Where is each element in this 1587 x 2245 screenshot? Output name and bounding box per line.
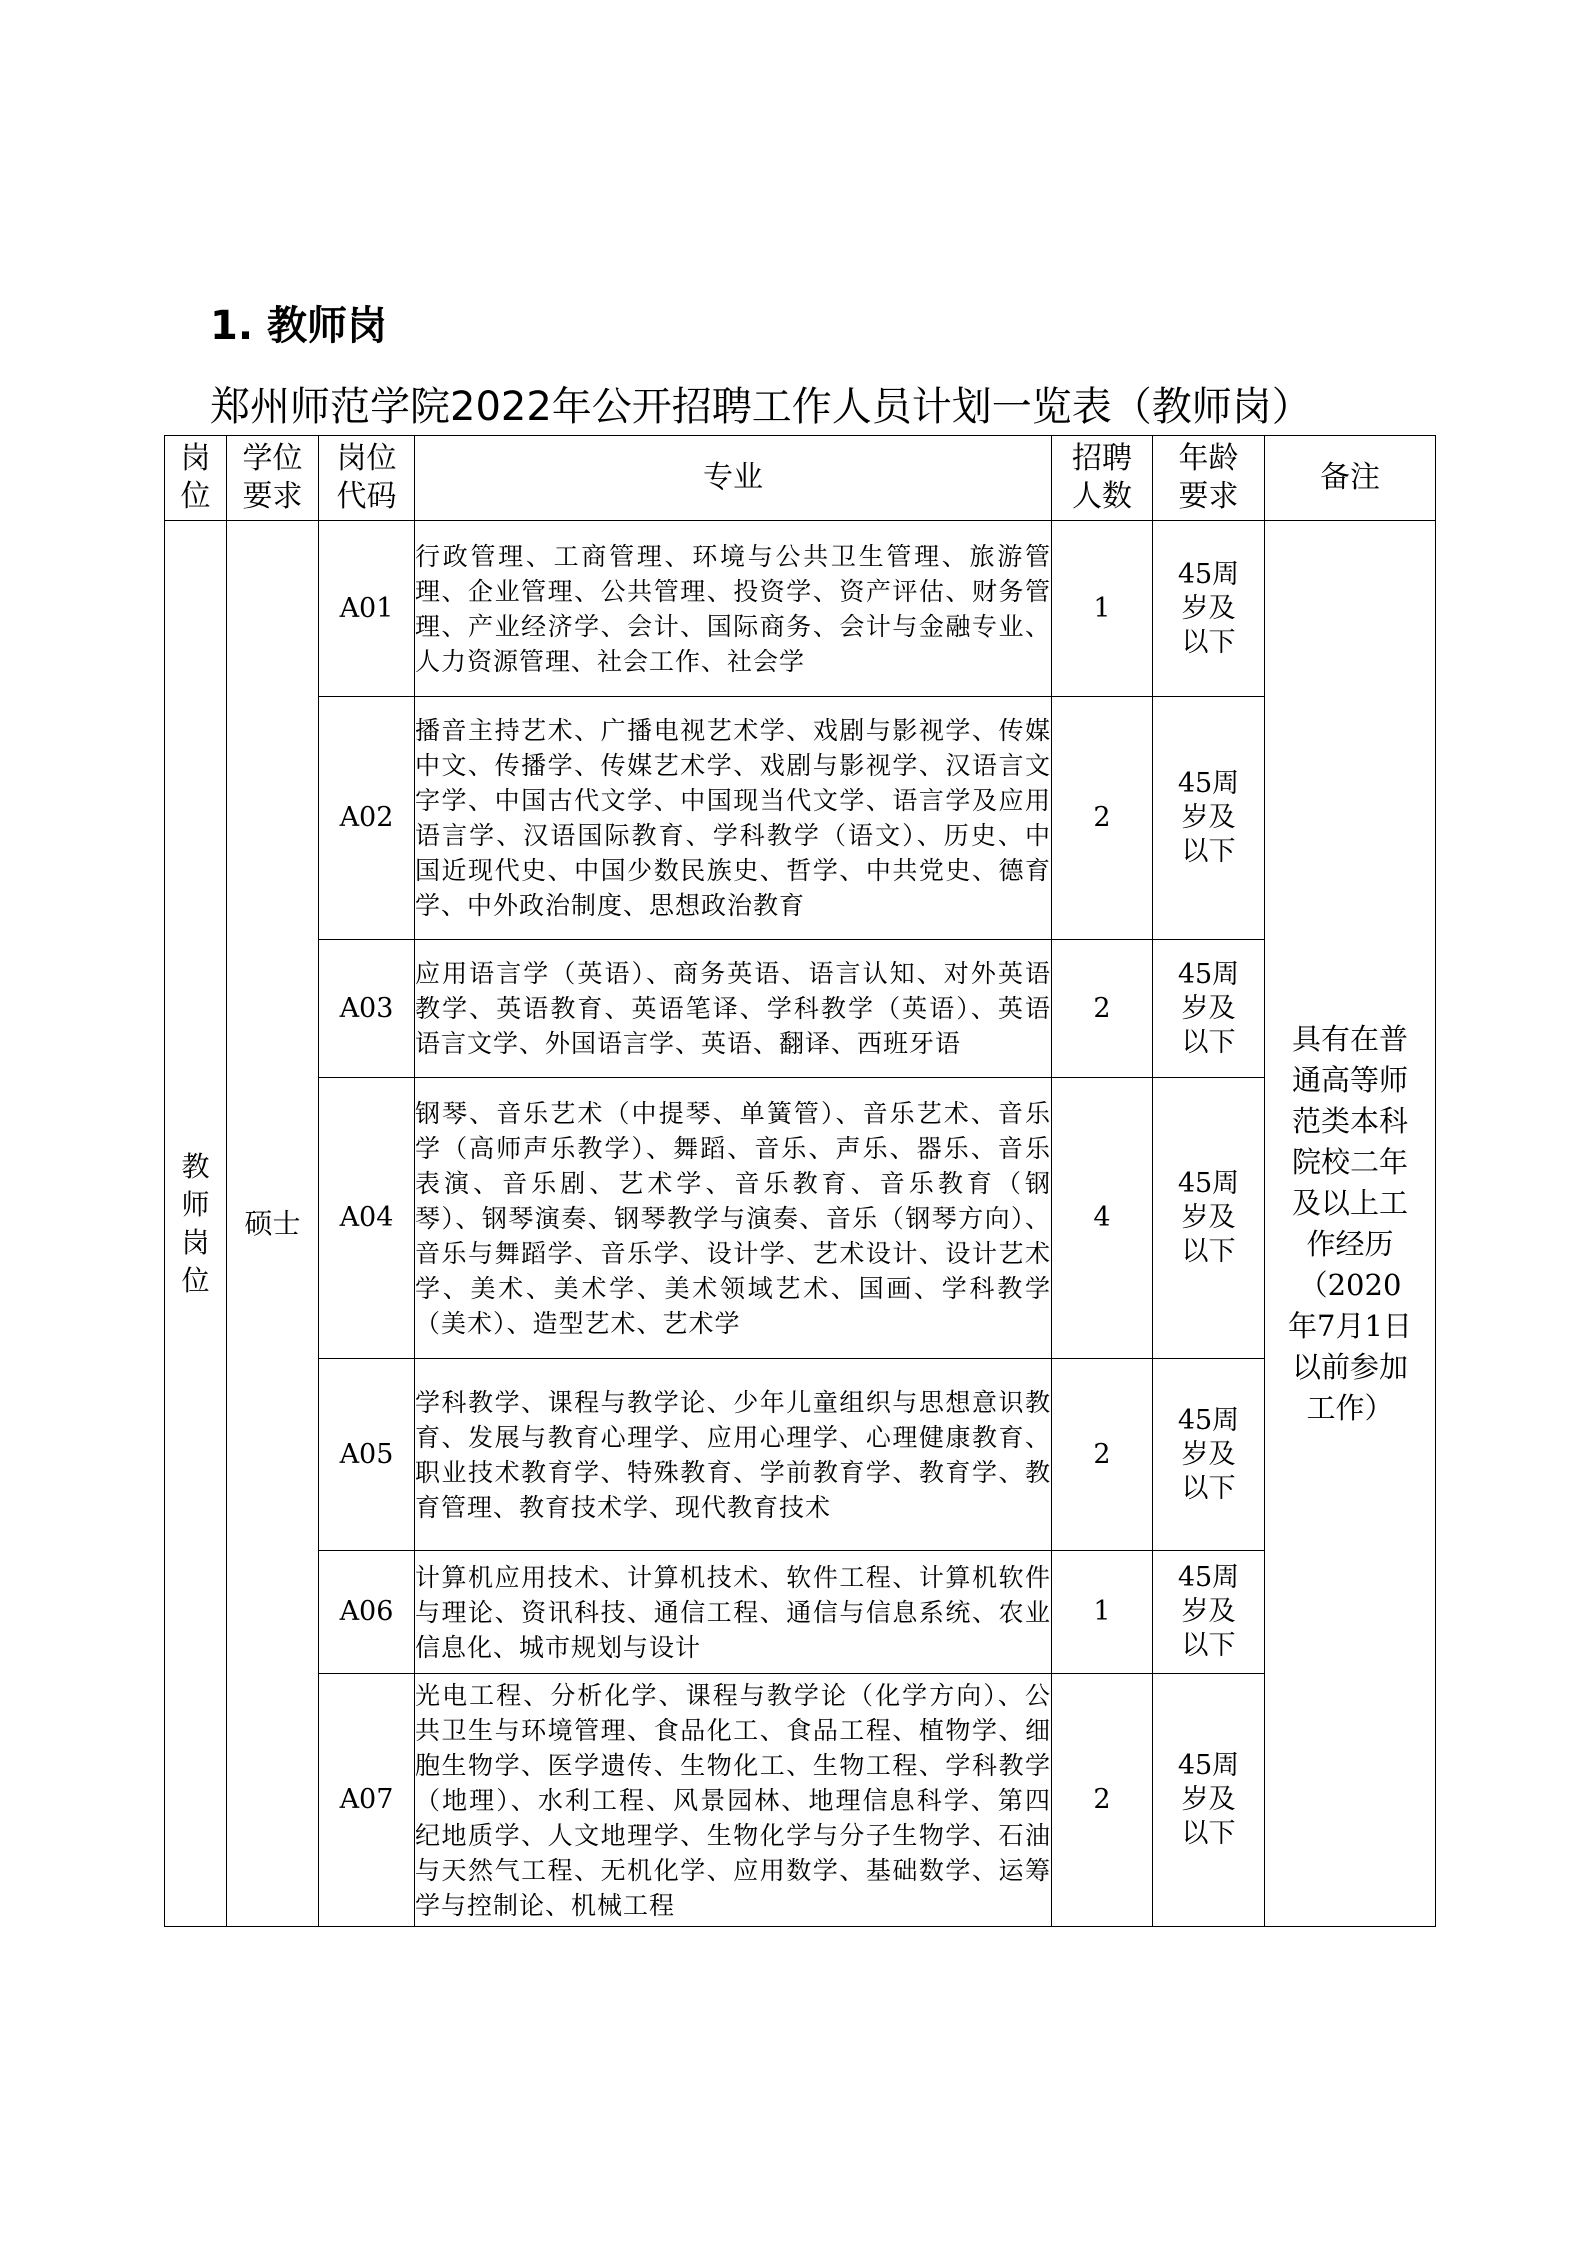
- table-row: [165, 940, 1436, 1078]
- age-cell: [1153, 697, 1265, 940]
- degree-cell: 硕士: [227, 521, 319, 1927]
- age-cell: [1153, 1551, 1265, 1674]
- count-cell: 2: [1052, 1674, 1153, 1927]
- age-value: 45周岁及以下: [1177, 1168, 1240, 1267]
- code-cell: A01: [319, 521, 415, 697]
- recruitment-plan-table: [164, 435, 1436, 1927]
- header-age-label: 年龄要求: [1178, 441, 1239, 514]
- major-cell: 行政管理、工商管理、环境与公共卫生管理、旅游管理、企业管理、公共管理、投资学、资产评估、财务管理、产业经济学、会计、国际商务、会计与金融专业、人力资源管理、社会工作、社会学: [415, 521, 1052, 697]
- table-row: [165, 1551, 1436, 1674]
- major-cell: 钢琴、音乐艺术（中提琴、单簧管）、音乐艺术、音乐学（高师声乐教学）、舞蹈、音乐、声乐、器乐、音乐表演、音乐剧、艺术学、音乐教育、音乐教育（钢琴）、钢琴演奏、钢琴教学与演奏、音乐（钢琴方向）、音乐与舞蹈学、音乐学、设计学、艺术设计、设计艺术学、美术、美术学、美术领域艺术、国画、学科教学（美术）、造型艺术、艺术学: [415, 1078, 1052, 1359]
- post-type-cell: [165, 521, 227, 1927]
- count-cell: 2: [1052, 1359, 1153, 1551]
- major-cell: 光电工程、分析化学、课程与教学论（化学方向）、公共卫生与环境管理、食品化工、食品工程、植物学、细胞生物学、医学遗传、生物化工、生物工程、学科教学（地理）、水利工程、风景园林、地理信息科学、第四纪地质学、人文地理学、生物化学与分子生物学、石油与天然气工程、无机化学、应用数学、基础数学、运筹学与控制论、机械工程: [415, 1674, 1052, 1927]
- table-row: [165, 697, 1436, 940]
- header-count: [1052, 436, 1153, 521]
- age-value: 45周岁及以下: [1177, 768, 1240, 867]
- code-cell: A03: [319, 940, 415, 1078]
- header-note: 备注: [1265, 436, 1436, 521]
- count-cell: 4: [1052, 1078, 1153, 1359]
- age-cell: [1153, 521, 1265, 697]
- header-code: [319, 436, 415, 521]
- header-code-label: 岗位代码: [336, 441, 397, 514]
- post-type-value: 教师岗位: [181, 1149, 210, 1297]
- table-row: [165, 1078, 1436, 1359]
- count-cell: 1: [1052, 1551, 1153, 1674]
- major-cell: 计算机应用技术、计算机技术、软件工程、计算机软件与理论、资讯科技、通信工程、通信与信息系统、农业信息化、城市规划与设计: [415, 1551, 1052, 1674]
- major-cell: 学科教学、课程与教学论、少年儿童组织与思想意识教育、发展与教育心理学、应用心理学、心理健康教育、职业技术教育学、特殊教育、学前教育学、教育学、教育管理、教育技术学、现代教育技术: [415, 1359, 1052, 1551]
- code-cell: A04: [319, 1078, 415, 1359]
- header-major: 专业: [415, 436, 1052, 521]
- count-cell: 2: [1052, 697, 1153, 940]
- major-cell: 应用语言学（英语）、商务英语、语言认知、对外英语教学、英语教育、英语笔译、学科教学（英语）、英语语言文学、外国语言学、英语、翻译、西班牙语: [415, 940, 1052, 1078]
- header-count-label: 招聘人数: [1072, 441, 1132, 514]
- age-cell: [1153, 940, 1265, 1078]
- age-cell: [1153, 1078, 1265, 1359]
- note-cell: [1265, 521, 1436, 1927]
- header-degree: [227, 436, 319, 521]
- document-title: 郑州师范学院2022年公开招聘工作人员计划一览表（教师岗）: [210, 384, 1312, 430]
- age-value: 45周岁及以下: [1177, 1562, 1240, 1661]
- count-cell: 1: [1052, 521, 1153, 697]
- age-value: 45周岁及以下: [1177, 1404, 1240, 1504]
- header-post: [165, 436, 227, 521]
- code-cell: A05: [319, 1359, 415, 1551]
- note-value: 具有在普通高等师范类本科院校二年及以上工作经历（2020年7月1日以前参加工作）: [1288, 1021, 1412, 1425]
- table-row: [165, 1359, 1436, 1551]
- code-cell: A07: [319, 1674, 415, 1927]
- header-degree-label: 学位要求: [242, 441, 303, 514]
- header-age: [1153, 436, 1265, 521]
- table-header-row: [165, 436, 1436, 521]
- age-cell: [1153, 1359, 1265, 1551]
- code-cell: A02: [319, 697, 415, 940]
- major-cell: 播音主持艺术、广播电视艺术学、戏剧与影视学、传媒中文、传播学、传媒艺术学、戏剧与影视学、汉语言文字学、中国古代文学、中国现当代文学、语言学及应用语言学、汉语国际教育、学科教学（语文）、历史、中国近现代史、中国少数民族史、哲学、中共党史、德育学、中外政治制度、思想政治教育: [415, 697, 1052, 940]
- age-value: 45周岁及以下: [1177, 1750, 1240, 1849]
- table-row: [165, 521, 1436, 697]
- count-cell: 2: [1052, 940, 1153, 1078]
- code-cell: A06: [319, 1551, 415, 1674]
- header-post-label: 岗位: [180, 441, 211, 514]
- section-title: 1. 教师岗: [210, 303, 387, 349]
- table-row: [165, 1674, 1436, 1927]
- age-cell: [1153, 1674, 1265, 1927]
- age-value: 45周岁及以下: [1177, 558, 1240, 658]
- age-value: 45周岁及以下: [1177, 958, 1240, 1058]
